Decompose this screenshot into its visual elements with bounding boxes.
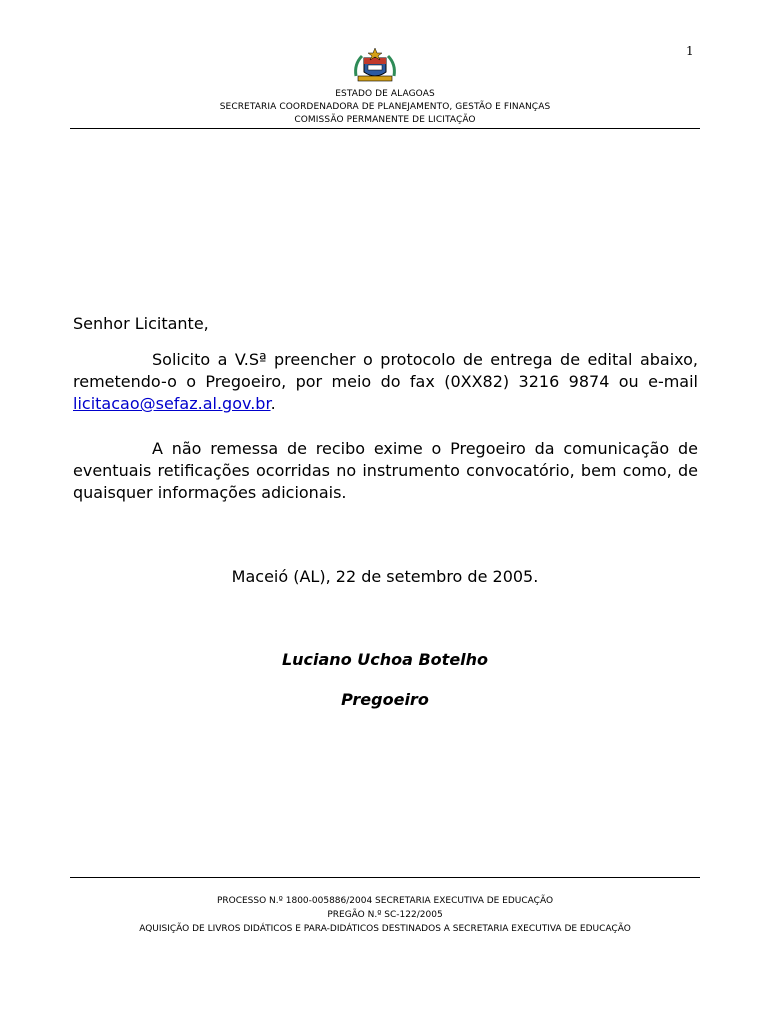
footer-auction: PREGÃO N.º SC-122/2005 — [327, 910, 443, 920]
signer-name: Luciano Uchoa Botelho — [281, 650, 489, 669]
header-commission: COMISSÃO PERMANENTE DE LICITAÇÃO — [294, 115, 476, 125]
request-paragraph — [73, 349, 698, 415]
signer-role: Pregoeiro — [341, 690, 429, 709]
email-link[interactable]: licitacao@sefaz.al.gov.br — [73, 394, 271, 413]
request-end: . — [270, 394, 276, 413]
header-secretariat: SECRETARIA COORDENADORA DE PLANEJAMENTO, GESTÃO E FINANÇAS — [219, 102, 551, 112]
salutation: Senhor Licitante, — [73, 314, 209, 333]
document-header — [0, 88, 770, 127]
notice-paragraph — [73, 438, 698, 504]
document-footer — [0, 894, 770, 936]
state-coat-of-arms-icon — [352, 46, 398, 84]
footer-process: PROCESSO N.º 1800-005886/2004 SECRETARIA EXECUTIVA DE EDUCAÇÃO — [216, 896, 554, 906]
place-and-date: Maceió (AL), 22 de setembro de 2005. — [231, 567, 539, 586]
footer-acquisition: AQUISIÇÃO DE LIVROS DIDÁTICOS E PARA-DIDÁTICOS DESTINADOS A SECRETARIA EXECUTIVA DE EDUCAÇÃO — [139, 924, 631, 934]
header-state: ESTADO DE ALAGOAS — [335, 89, 435, 99]
footer-divider — [70, 877, 700, 878]
request-text: Solicito a V.Sª preencher o protocolo de entrega de edital abaixo, remetendo-o o Pregoeiro, por meio do fax (0XX82) 3216 9874 ou e-mail — [73, 350, 698, 391]
header-divider — [70, 128, 700, 129]
notice-text: A não remessa de recibo exime o Pregoeiro da comunicação de eventuais retificações ocorridas no instrumento convocatório, bem como, de quaisquer informações adicionais. — [73, 439, 698, 502]
page-number: 1 — [686, 44, 694, 58]
